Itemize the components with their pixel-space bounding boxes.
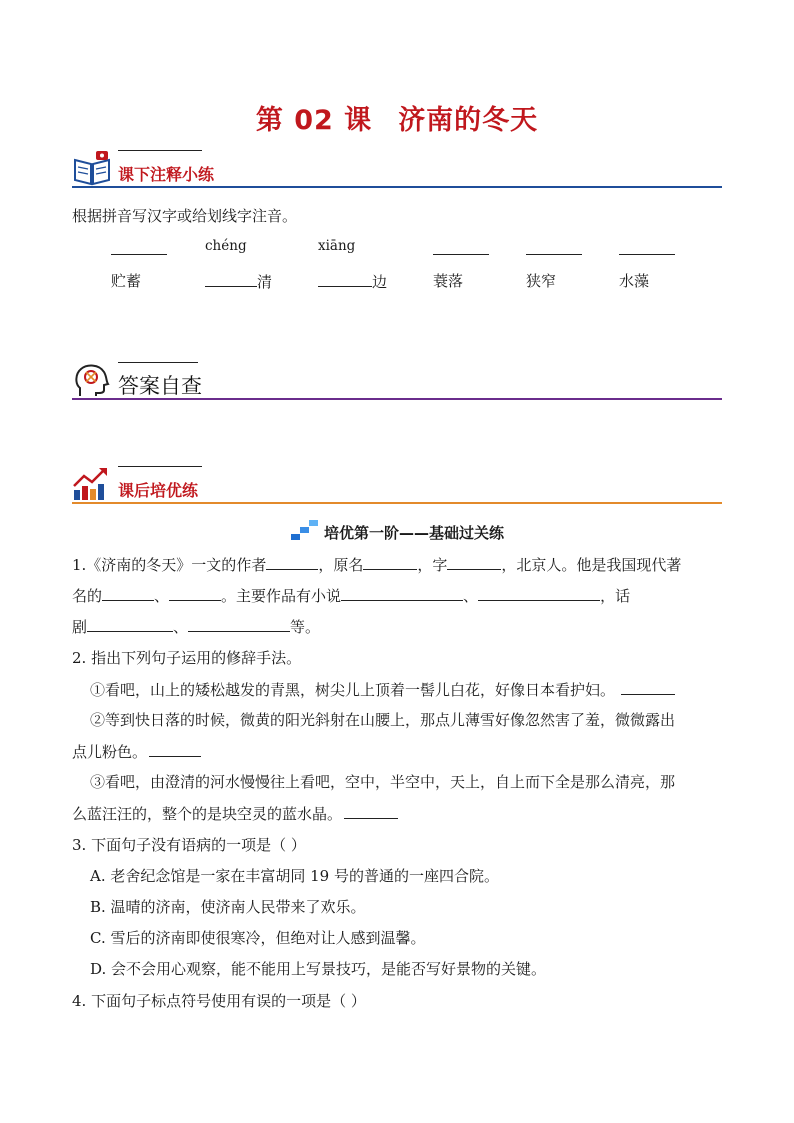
lesson-name: 济南的冬天: [398, 105, 539, 136]
q2-2-blank[interactable]: [149, 740, 201, 757]
steps-icon: [290, 519, 320, 541]
question-1-line-2: 名的 、 。主要作品有小说 、 ，话: [72, 584, 630, 606]
question-3-option-d[interactable]: D. 会不会用心观察，能不能用上写景技巧，是能否写好景物的关键。: [90, 960, 547, 978]
word-6: 水藻: [619, 272, 650, 290]
question-2-item-3-cont: 么蓝汪汪的，整个的是块空灵的蓝水晶。: [72, 802, 398, 824]
blank-1[interactable]: [111, 238, 167, 259]
q2-3-blank[interactable]: [344, 802, 398, 819]
question-3-option-a[interactable]: A. 老舍纪念馆是一家在丰富胡同 19 号的普通的一座四合院。: [90, 867, 499, 885]
question-2-item-3: ③看吧，由澄清的河水慢慢往上看吧，空中，半空中，天上，自上而下全是那么清亮，那: [90, 773, 676, 791]
question-2-item-2-cont: 点儿粉色。: [72, 740, 201, 762]
question-2: 2. 指出下列句子运用的修辞手法。: [72, 649, 302, 667]
head-thinking-icon: [72, 360, 112, 400]
instruction-text: 根据拼音写汉字或给划线字注音。: [72, 207, 298, 225]
question-3-option-b[interactable]: B. 温晴的济南，使济南人民带来了欢乐。: [90, 898, 366, 916]
q1-blank-author[interactable]: [266, 553, 318, 570]
q1-blank-name[interactable]: [363, 553, 417, 570]
q1-blank-zi[interactable]: [447, 553, 501, 570]
section-title-answers: 答案自查: [118, 374, 202, 398]
question-1-line-1: 1.《济南的冬天》一文的作者 ，原名 ，字 ，北京人。他是我国现代著: [72, 553, 681, 575]
word-4: 蓑落: [433, 272, 464, 290]
word-3: 边: [318, 270, 387, 292]
question-4: 4. 下面句子标点符号使用有误的一项是（ ）: [72, 992, 366, 1010]
section-title-practice: 课后培优练: [118, 481, 199, 500]
section-header-answers: [72, 360, 722, 400]
section-header-practice: [72, 464, 722, 504]
blank-3[interactable]: [318, 270, 372, 287]
blank-6[interactable]: [619, 238, 675, 259]
q1-blank-role-2[interactable]: [169, 584, 221, 601]
q1-blank-drama-1[interactable]: [87, 615, 173, 632]
question-2-item-2: ②等到快日落的时候，微黄的阳光斜射在山腰上，那点儿薄雪好像忽然害了羞，微微露出: [90, 711, 676, 729]
bar-chart-growth-icon: [72, 464, 112, 504]
question-1-line-3: 剧 、 等。: [72, 615, 320, 637]
word-1: 贮蓄: [111, 272, 142, 290]
q1-blank-role-1[interactable]: [102, 584, 154, 601]
section-title-notes: 课下注释小练: [118, 165, 215, 184]
pinyin-1: chéng: [205, 238, 247, 254]
blank-5[interactable]: [526, 238, 582, 259]
word-2: 清: [205, 270, 272, 292]
word-5: 狭窄: [526, 272, 557, 290]
q1-blank-novel-1[interactable]: [341, 584, 463, 601]
page-title: [0, 98, 794, 137]
pinyin-2: xiāng: [318, 238, 356, 254]
question-3: 3. 下面句子没有语病的一项是（ ）: [72, 836, 306, 854]
q1-blank-novel-2[interactable]: [478, 584, 600, 601]
subsection-title: 培优第一阶——基础过关练: [0, 519, 794, 543]
blank-2[interactable]: [205, 270, 257, 287]
q1-blank-drama-2[interactable]: [188, 615, 290, 632]
question-3-option-c[interactable]: C. 雪后的济南即使很寒冷，但绝对让人感到温馨。: [90, 929, 426, 947]
lesson-number: 第 02 课: [255, 105, 373, 136]
book-icon: [72, 148, 112, 188]
section-header-notes: [72, 148, 722, 188]
blank-4[interactable]: [433, 238, 489, 259]
question-2-item-1: ①看吧，山上的矮松越发的青黑，树尖儿上顶着一髻儿白花，好像日本看护妇。: [90, 678, 675, 700]
q2-1-blank[interactable]: [621, 678, 675, 695]
